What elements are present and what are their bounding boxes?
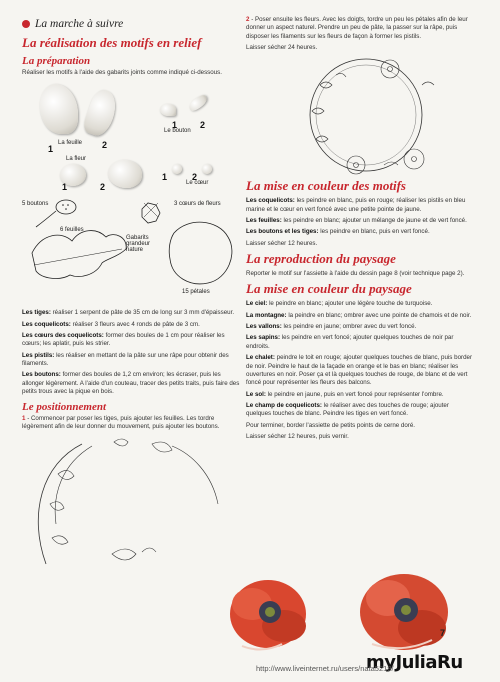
item-tiges: Les tiges: réaliser 1 serpent de pâte de 35 cm de long sur 3 mm d'épaisseur. (22, 309, 235, 317)
label-feuilles: 6 feuilles (60, 227, 84, 234)
number-2: 2 (200, 120, 206, 131)
number-1: 1 (172, 120, 178, 131)
red-bullet-icon (22, 20, 30, 28)
wreath-flower (404, 149, 424, 169)
number-1: 1 (162, 172, 168, 183)
mise-coquelicots: Les coquelicots: les peindre en blanc, puis en rouge; réaliser les pistils en bleu marine et le cœur en vert foncé avec une petite pointe de jaune. (246, 197, 466, 213)
chapter-title: La marche à suivre (35, 18, 124, 30)
paysage-chalet: Le chalet: peindre le toit en rouge; ajouter quelques touches de blanc, puis border de noir. Peindre le haut de la façade en orange et le bas en blanc; réaliser les ouvertures en noir. Poser ça et là quelques touches de rouge, de blanc et de vert foncé pour représenter les fleurs des balcons. (246, 354, 473, 387)
positioning-step-2: 2 - Poser ensuite les fleurs. Avec les doigts, tordre un peu les pétales afin de leur donner un aspect naturel. Prendre un peu de pâte, la passer sur la râpe, puis disposer les filaments sur les fleurs de façon à former les pistils. (246, 16, 468, 40)
poppy-photo-2 (360, 574, 448, 650)
label-coeurs: 3 cœurs de fleurs (174, 201, 221, 208)
label-gabarits: Gabarits grandeur nature (126, 235, 151, 254)
petal-template (169, 222, 232, 284)
poppy-photos (222, 568, 470, 660)
item-pistils: Les pistils: les réaliser en mettant de la pâte sur une râpe pour obtenir des filaments. (22, 351, 229, 368)
plate-wreath-drawing (246, 55, 474, 175)
right-column (246, 16, 474, 444)
number-1: 1 (48, 144, 54, 155)
heart-shape-1 (172, 164, 182, 174)
leaf-template (32, 231, 126, 279)
templates-drawing (22, 193, 244, 305)
motifs-photo (22, 80, 244, 193)
left-column (22, 16, 244, 574)
plate-stems-drawing (22, 434, 244, 574)
paysage-sapins: Les sapins: les peindre en vert foncé; ajouter quelques touches de noir par endroits. (246, 334, 454, 350)
mise-feuilles: Les feuilles: les peindre en blanc; ajouter un mélange de jaune et de vert foncé. (246, 217, 467, 225)
positioning-step-1: 1 - Commencer par poser les tiges, puis ajouter les feuilles. Les tordre légèrement afin de leur donner du mouvement, puis ajouter les boutons. (22, 414, 220, 430)
finish-text: Pour terminer, border l'assiette de petits points de cerne doré. (246, 421, 416, 429)
section-title-motifs-color: La mise en couleur des motifs (246, 178, 406, 194)
section-title-paysage-color: La mise en couleur du paysage (246, 281, 412, 297)
label-fleur: La fleur (66, 156, 87, 163)
section-title-reproduction: La reproduction du paysage (246, 251, 396, 267)
flower-shape-2 (108, 160, 142, 188)
brand-watermark: myJuliaRu (366, 652, 463, 673)
dry-24h: Laisser sécher 24 heures. (246, 44, 318, 52)
paysage-sol: Le sol: le peindre en jaune, puis en vert foncé pour représenter l'ombre. (246, 390, 444, 398)
label-bouton: Le bouton (164, 128, 191, 135)
number-2: 2 (102, 140, 108, 151)
section-title-relief: La réalisation des motifs en relief (22, 35, 202, 50)
item-boutons: Les boutons: former des boules de 1,2 cm environ; les écraser, puis les allonger légèrement. A l'aide d'un couteau, tracer des petits traits, puis faire des petits trous avec la pique en bois. (22, 371, 240, 396)
chapter-heading (22, 16, 244, 32)
dry-12h-b: Laisser sécher 12 heures, puis vernir. (246, 433, 349, 441)
bud-shape-1 (160, 104, 176, 116)
item-coquelicots: Les coquelicots: réaliser 3 fleurs avec 4 ronds de pâte de 3 cm. (22, 320, 200, 328)
leaf-shape-2 (81, 87, 121, 139)
page-number: 7 (440, 628, 446, 638)
heart-shape-2 (202, 164, 212, 174)
reproduction-text: Reporter le motif sur l'assiette à l'aide du dessin page 8 (voir technique page 2). (246, 270, 465, 278)
paysage-ciel: Le ciel: le peindre en blanc; ajouter une légère touche de turquoise. (246, 300, 433, 308)
number-2: 2 (100, 182, 106, 193)
number-2: 2 (192, 172, 198, 183)
paysage-champ: Le champ de coquelicots: le réaliser avec des touches de rouge; ajouter quelques touches de blanc. Peindre les tiges en vert foncé. (246, 402, 449, 418)
bud-shape-2 (187, 94, 209, 113)
poppy-photo-1 (230, 580, 306, 650)
label-feuille: La feuille (58, 140, 83, 147)
number-1: 1 (62, 182, 68, 193)
heart-template (142, 203, 160, 223)
item-coeurs: Les cœurs des coquelicots: former des boules de 1 cm pour réaliser les cœurs; les aplatir, puis les strier. (22, 332, 225, 348)
wreath-flower (381, 60, 399, 78)
preparation-text: Réaliser les motifs à l'aide des gabarits joints comme indiqué ci-dessous. (22, 68, 222, 76)
paysage-vallons: Les vallons: les peindre en jaune; ombrer avec du vert foncé. (246, 323, 417, 331)
subsection-title-positionnement: Le positionnement (22, 400, 107, 413)
plate-rim-arc (38, 444, 82, 564)
paysage-montagne: La montagne: la peindre en blanc; ombrer avec une pointe de chamois et de noir. (246, 311, 472, 319)
label-coeur: Le cœur (186, 180, 209, 187)
url-watermark: http://www.liveinternet.ru/users/nata5219/ (256, 664, 394, 673)
label-petales: 15 pétales (182, 289, 210, 296)
bud-template (56, 200, 76, 214)
mise-boutons: Les boutons et les tiges: les peindre en blanc, puis en vert foncé. (246, 228, 430, 236)
subsection-title-preparation: La préparation (22, 54, 91, 67)
label-boutons: 5 boutons (22, 201, 49, 208)
leaf-shape-1 (40, 84, 78, 134)
dry-12h-a: Laisser sécher 12 heures. (246, 239, 318, 247)
